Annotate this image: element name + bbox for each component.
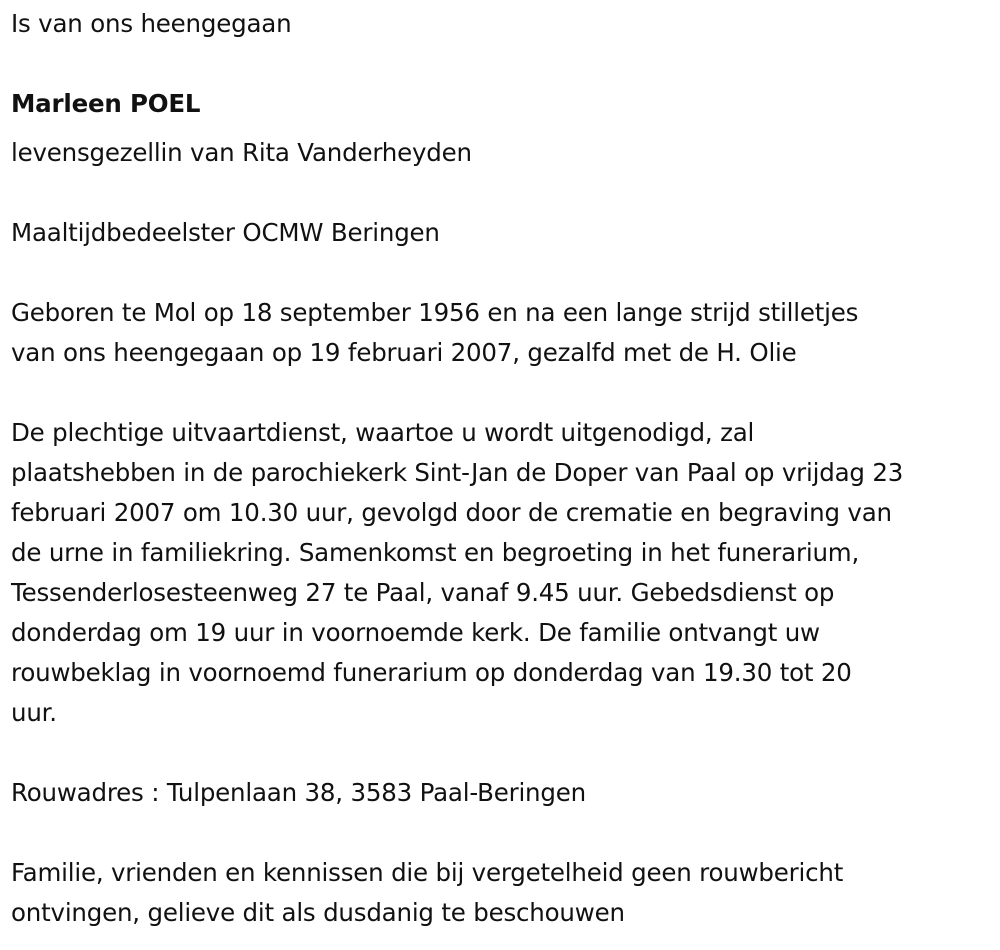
occupation-line: Maaltijdbedeelster OCMW Beringen: [11, 218, 440, 247]
paragraph-line: Familie, vrienden en kennissen die bij vergetelheid geen rouwbericht: [11, 858, 844, 887]
partner-block: [11, 133, 472, 173]
mourning-address: Rouwadres : Tulpenlaan 38, 3583 Paal-Beringen: [11, 778, 586, 807]
deceased-name: Marleen POEL: [11, 89, 201, 118]
paragraph-line: donderdag om 19 uur in voornoemde kerk. De familie ontvangt uw: [11, 618, 820, 647]
intro-text: [11, 4, 291, 44]
paragraph-line: De plechtige uitvaartdienst, waartoe u wordt uitgenodigd, zal: [11, 418, 755, 447]
paragraph-line: de urne in familiekring. Samenkomst en begroeting in het funerarium,: [11, 538, 860, 567]
paragraph-line: februari 2007 om 10.30 uur, gevolgd door de crematie en begraving van: [11, 498, 892, 527]
intro-line: Is van ons heengegaan: [11, 9, 292, 38]
birth-death-paragraph: [11, 293, 858, 373]
paragraph-line: uur.: [11, 698, 57, 727]
occupation-block: [11, 213, 440, 253]
paragraph-line: plaatshebben in de parochiekerk Sint-Jan de Doper van Paal op vrijdag 23: [11, 458, 904, 487]
funeral-service-paragraph: [11, 413, 903, 733]
partner-line: levensgezellin van Rita Vanderheyden: [11, 138, 472, 167]
paragraph-line: rouwbeklag in voornoemd funerarium op donderdag van 19.30 tot 20: [11, 658, 852, 687]
mourning-address-block: [11, 773, 586, 813]
paragraph-line: Tessenderlosesteenweg 27 te Paal, vanaf 9.45 uur. Gebedsdienst op: [11, 578, 835, 607]
paragraph-line: Geboren te Mol op 18 september 1956 en na een lange strijd stilletjes: [11, 298, 859, 327]
deceased-name-block: [11, 84, 200, 124]
paragraph-line: van ons heengegaan op 19 februari 2007, gezalfd met de H. Olie: [11, 338, 797, 367]
paragraph-line: ontvingen, gelieve dit als dusdanig te beschouwen: [11, 898, 625, 927]
closing-paragraph: [11, 853, 843, 933]
